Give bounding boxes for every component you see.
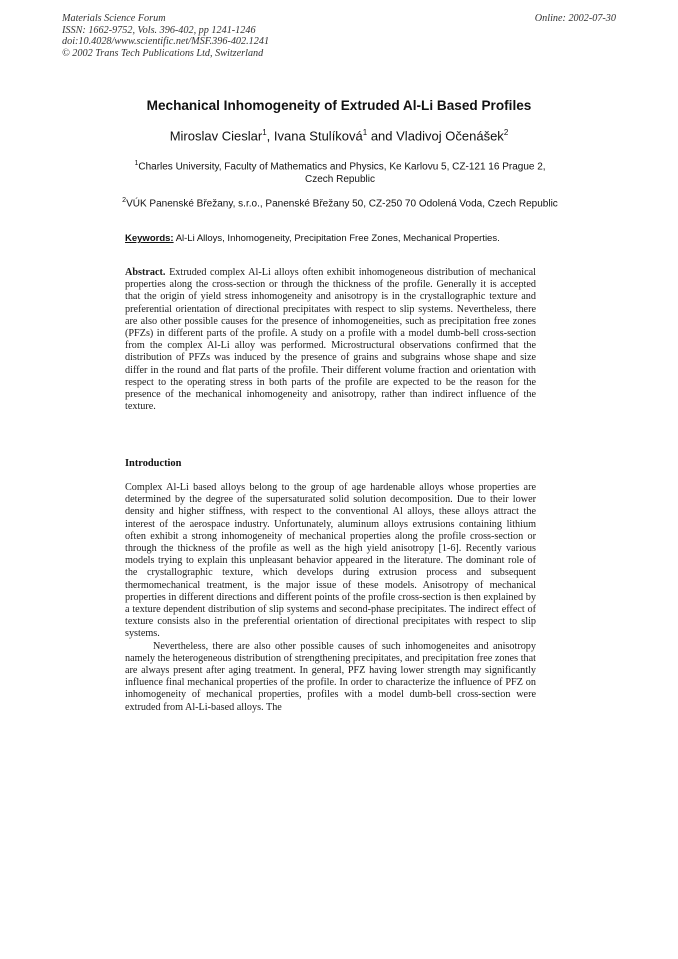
section-heading-introduction: Introduction	[125, 458, 182, 469]
author-separator: ,	[266, 128, 274, 144]
author-name: Vladivoj Očenášek	[396, 128, 504, 144]
author-affiliation-mark: 2	[503, 128, 509, 137]
author-name: Ivana Stulíková	[273, 128, 363, 144]
keywords-text: Al-Li Alloys, Inhomogeneity, Precipitation Free Zones, Mechanical Properties.	[173, 233, 500, 244]
keywords-label: Keywords:	[125, 233, 174, 244]
publication-meta	[62, 13, 269, 59]
author-separator: and	[367, 128, 397, 144]
author-name: Miroslav Cieslar	[169, 128, 263, 144]
paragraph: Complex Al-Li based alloys belong to the group of age hardenable alloys whose properties are determined by the degree of the supersaturated solid solution decomposition. Due to their lower density and higher stiffness, with respect to the conventional Al alloys, these alloys attract the interest of the aerospace industry. Unfortunately, aluminum alloys extrusions containing lithium often exhibit a strong inhomogeneity of mechanical properties along the profile cross-section or through the thickness of the profile as well as the high yield anisotropy [1-6]. Recently various models trying to explain this unpleasant behavior appeared in the literature. The dominant role of the crystallographic texture, which develops during extrusion process and subsequent thermomechanical treatment, is the major issue of these models. Anisotropy of mechanical properties in different directions and different points of the profile cross-section is then explained by a texture dependent distribution of slip systems and second-phase precipitates. The indirect effect of texture consists also in the preferential orientation of directional precipitates with respect to slip systems.	[125, 482, 536, 640]
affiliation-mark: 1	[134, 160, 139, 167]
abstract	[125, 267, 536, 413]
copyright-line: © 2002 Trans Tech Publications Ltd, Switzerland	[62, 47, 264, 59]
affiliation-2	[120, 194, 560, 210]
paragraph: Nevertheless, there are also other possible causes of such inhomogeneites and anisotropy namely the heterogeneous distribution of strengthening precipitates, and precipitation free zones that are always present after aging treatment. In general, PFZ having lower strength may significantly influence final mechanical properties of the profile. In order to characterize the influence of PFZ on inhomogeneity of mechanical properties, profiles with a model dumb-bell cross-section were extruded from Al-Li-based alloys. The	[125, 640, 536, 713]
author-list	[0, 128, 678, 143]
author-affiliation-mark: 1	[262, 128, 267, 137]
author-affiliation-mark: 1	[362, 128, 368, 137]
abstract-text: Extruded complex Al-Li alloys often exhibit inhomogeneous distribution of mechanical properties along the cross-section or through the thickness of the profile. Generally it is accepted that the origin of yield stress inhomogeneity and anisotropy is in the crystallographic texture and preferential orientation of directional precipitates with respect to slip systems. Nevertheless, there are also other possible causes for the presence of inhomogeneities, such as precipitation free zones (PFZs) in different parts of the profile. A study on a profile with a model dumb-bell cross-section from the complex Al-Li alloy was performed. Microstructural observations confirmed that the distribution of PFZs was induced by the presence of grains and subgrains whose shape and size differ in the round and flat parts of the profile. Their different volume fraction and orientation with respect to the operating stress in both parts of the profile are expected to be the reason for the presence of the mechanical inhomogeneity and anisotropy, rather than indirect influence of the texture.	[125, 267, 536, 413]
affiliation-1	[120, 157, 560, 186]
journal-name: Materials Science Forum	[62, 13, 166, 24]
doi-line: doi:10.4028/www.scientific.net/MSF.396-402.1241	[62, 36, 270, 48]
paper-title: Mechanical Inhomogeneity of Extruded Al-Li Based Profiles	[146, 98, 532, 113]
affiliation-text: VÚK Panenské Břežany, s.r.o., Panenské Břežany 50, CZ-250 70 Odolená Voda, Czech Republic	[126, 198, 558, 210]
abstract-label: Abstract.	[125, 267, 166, 278]
online-date: Online: 2002-07-30	[534, 13, 616, 24]
affiliation-mark: 2	[122, 197, 127, 204]
affiliation-text: Charles University, Faculty of Mathematics and Physics, Ke Karlovu 5, CZ-121 16 Prague 2, Czech Republic	[138, 161, 546, 186]
issn-line: ISSN: 1662-9752, Vols. 396-402, pp 1241-1246	[62, 24, 256, 36]
introduction-body	[125, 482, 536, 714]
keywords	[125, 233, 555, 244]
